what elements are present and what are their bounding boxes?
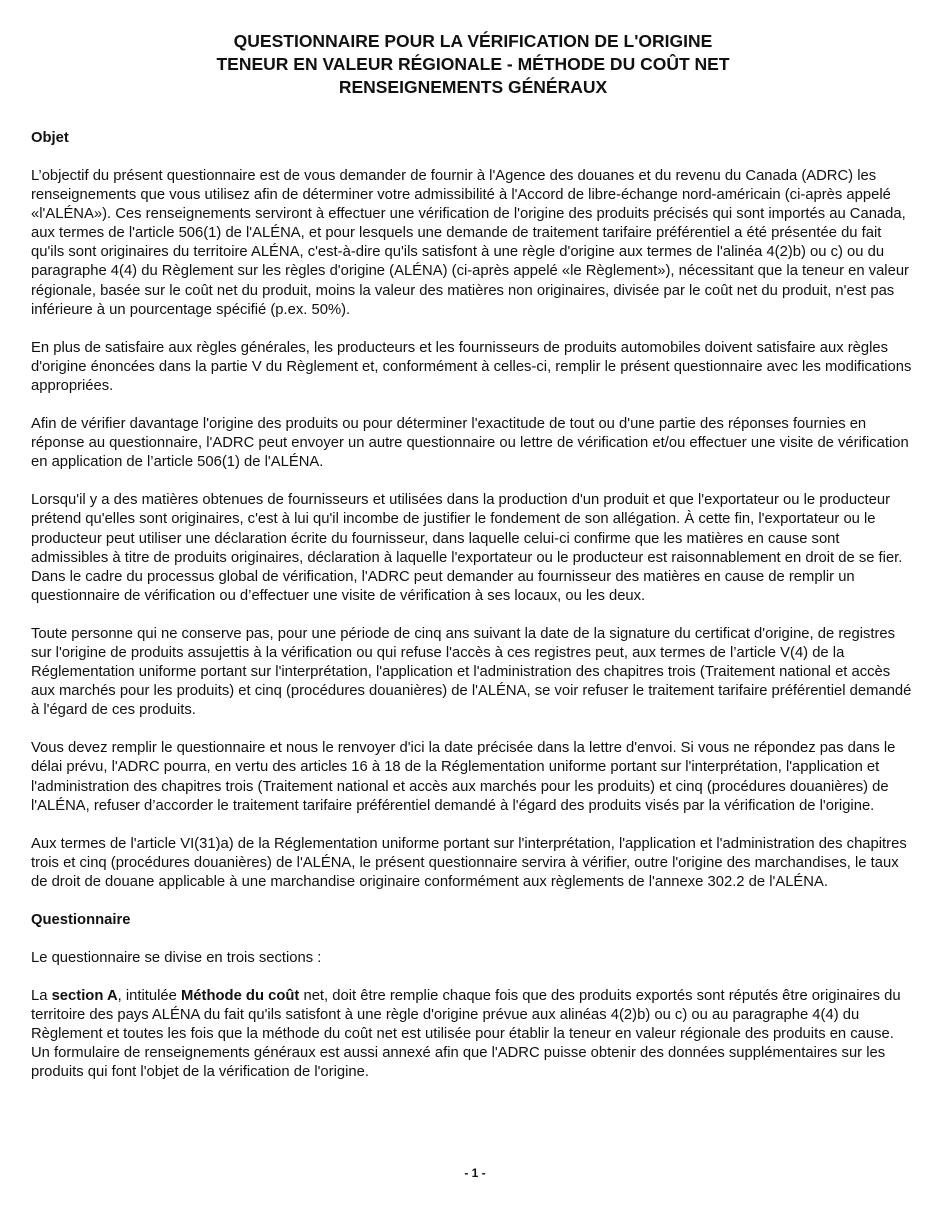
document-title	[31, 30, 915, 99]
section-a-rest: net, doit être remplie chaque fois que des produits exportés sont réputés être originaires du territoire des pays ALÉNA du fait qu'ils satisfont à une règle d'origine prévue aux alinéas 4(2)b) ou c) ou au paragraphe 4(4) du Règlement et toutes les fois que la méthode du coût net est utilisée pour établir la teneur en valeur régionale des produits en cause. Un formulaire de renseignements généraux est aussi annexé afin que l'ADRC puisse obtenir des données supplémentaires sur les produits qui font l'objet de la vérification de l'origine.	[31, 988, 901, 1081]
section-a-label: section A	[51, 988, 118, 1005]
section-a-mid: , intitulée	[117, 988, 181, 1005]
questionnaire-intro: Le questionnaire se divise en trois sections :	[31, 950, 322, 966]
objet-paragraph-5: Toute personne qui ne conserve pas, pour une période de cinq ans suivant la date de la signature du certificat d'origine, de registres sur l'origine de produits assujettis à la vérification ou qui refuse l'accès à ces registres peut, aux termes de l’article V(4) de la Réglementation uniforme portant sur l'interprétation, l'application et l'administration des chapitres trois (Traitement national et accès aux marchés pour les produits) et cinq (procédures douanières) de l'ALÉNA, se voir refuser le traitement tarifaire préférentiel demandé à l'égard de ces produits.	[31, 625, 912, 719]
page-number: - 1 -	[464, 1166, 486, 1180]
objet-paragraph-6: Vous devez remplir le questionnaire et nous le renvoyer d'ici la date précisée dans la lettre d'envoi. Si vous ne répondez pas dans le délai prévu, l'ADRC pourra, en vertu des articles 16 à 18 de la Réglementation uniforme portant sur l'interprétation, l'application et l'administration des chapitres trois (Traitement national et accès aux marchés pour les produits) et cinq (procédures douanières) de l'ALÉNA, refuser d’accorder le traitement tarifaire préférentiel demandé à l'égard des produits visés par la vérification de l'origine.	[31, 740, 896, 814]
title-line-1: QUESTIONNAIRE POUR LA VÉRIFICATION DE L'ORIGINE	[233, 31, 713, 51]
objet-paragraph-1: L’objectif du présent questionnaire est de vous demander de fournir à l'Agence des douanes et du revenu du Canada (ADRC) les renseignements que vous utilisez afin de déterminer votre admissibilité à l'Accord de libre-échange nord-américain (ci-après appelé «l'ALÉNA»). Ces renseignements serviront à effectuer une vérification de l'origine des produits précisés qui sont importés au Canada, aux termes de l'article 506(1) de l'ALÉNA, et pour lesquels une demande de traitement tarifaire préférentiel a été présentée du fait qu'ils sont originaires du territoire ALÉNA, c'est-à-dire qu'ils satisfont à une règle d'origine aux termes de l'alinéa 4(2)b) ou c) ou du paragraphe 4(4) du Règlement sur les règles d'origine (ALÉNA) (ci-après appelé «le Règlement»), nécessitant que la teneur en valeur régionale, basée sur le coût net du produit, moins la valeur des matières non originaires, divisée par le coût net du produit, n'est pas inférieure à un pourcentage spécifié (p.ex. 50%).	[31, 168, 909, 318]
objet-paragraph-3: Afin de vérifier davantage l'origine des produits ou pour déterminer l'exactitude de tout ou d'une partie des réponses fournies en réponse au questionnaire, l'ADRC peut envoyer un autre questionnaire ou lettre de vérification et/ou effectuer une visite de vérification en application de l’article 506(1) de l'ALÉNA.	[31, 416, 909, 471]
title-line-3: RENSEIGNEMENTS GÉNÉRAUX	[338, 77, 608, 97]
document-page	[31, 30, 915, 1083]
title-line-2: TENEUR EN VALEUR RÉGIONALE - MÉTHODE DU COÛT NET	[216, 54, 730, 74]
objet-heading: Objet	[31, 130, 69, 146]
section-a-paragraph	[31, 987, 915, 1082]
objet-paragraph-2: En plus de satisfaire aux règles générales, les producteurs et les fournisseurs de produits automobiles doivent satisfaire aux règles d'origine énoncées dans la partie V du Règlement et, conformément à celles-ci, remplir le présent questionnaire avec les modifications appropriées.	[31, 339, 912, 394]
questionnaire-heading: Questionnaire	[31, 912, 131, 928]
section-a-prefix: La	[31, 988, 52, 1005]
objet-paragraph-4: Lorsqu'il y a des matières obtenues de fournisseurs et utilisées dans la production d'un produit et que l'exportateur ou le producteur prétend qu'elles sont originaires, c'est à lui qu'il incombe de justifier le fondement de son allégation. À cette fin, l'exportateur ou le producteur peut utiliser une déclaration écrite du fournisseur, dans laquelle celui-ci confirme que les matières en cause sont admissibles à titre de produits originaires, déclaration à laquelle l'exportateur ou le producteur est raisonnablement en droit de se fier. Dans le cadre du processus global de vérification, l'ADRC peut demander au fournisseur des matières en cause de remplir un questionnaire de vérification ou d’effectuer une visite de vérification à ses locaux, ou les deux.	[31, 492, 903, 604]
objet-paragraph-7: Aux termes de l'article VI(31)a) de la Réglementation uniforme portant sur l'interprétation, l'application et l'administration des chapitres trois et cinq (procédures douanières) de l'ALÉNA, le présent questionnaire servira à vérifier, outre l'origine des marchandises, le taux de droit de douane applicable à une marchandise originaire conformément aux règlements de l'annexe 302.2 de l'ALÉNA.	[31, 835, 907, 890]
section-a-method-title: Méthode du coût	[180, 988, 300, 1005]
